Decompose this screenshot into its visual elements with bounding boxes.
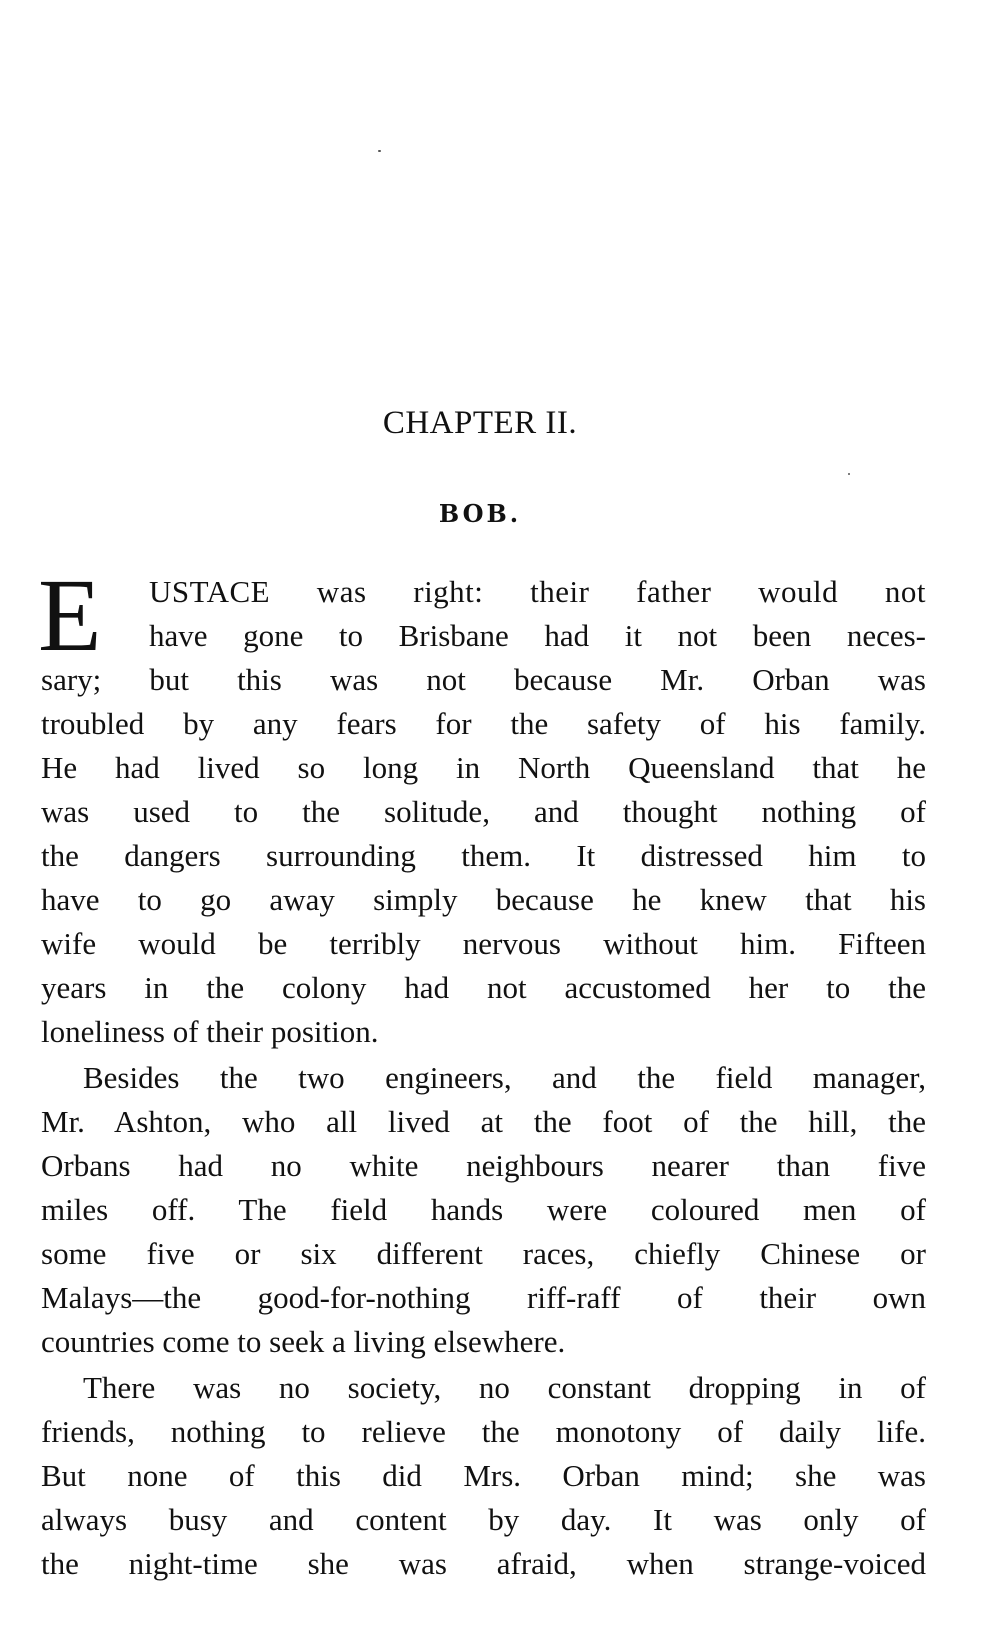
body-text: [41, 570, 926, 1586]
text-line: the dangers surrounding them. It distressed him to: [41, 838, 926, 873]
text-line: was used to the solitude, and thought nothing of: [41, 794, 926, 829]
text-line: Mr. Ashton, who all lived at the foot of the hill, the: [41, 1104, 926, 1139]
text-line: Besides the two engineers, and the field manager,: [83, 1060, 926, 1095]
text-line: some five or six different races, chiefly Chinese or: [41, 1236, 926, 1271]
print-speck: [848, 473, 850, 475]
paragraph: [41, 1366, 926, 1586]
paragraph: [41, 1056, 926, 1364]
text-line: But none of this did Mrs. Orban mind; she was: [41, 1458, 926, 1493]
text-line: the night-time she was afraid, when strange-voiced: [41, 1546, 926, 1581]
text-line: sary; but this was not because Mr. Orban was: [41, 662, 926, 697]
chapter-heading: CHAPTER II.: [382, 405, 578, 441]
text-line: years in the colony had not accustomed her to the: [41, 970, 926, 1005]
paragraph: [41, 570, 926, 1054]
text-line: Malays—the good-for-nothing riff-raff of their own: [41, 1280, 926, 1315]
text-line: USTACE was right: their father would not: [149, 574, 926, 609]
text-line: friends, nothing to relieve the monotony of daily life.: [41, 1414, 926, 1449]
text-line: There was no society, no constant dropping in of: [83, 1370, 926, 1405]
text-line: always busy and content by day. It was only of: [41, 1502, 926, 1537]
print-speck: [378, 150, 381, 152]
text-line: Orbans had no white neighbours nearer than five: [41, 1148, 926, 1183]
text-line: loneliness of their position.: [41, 1014, 379, 1049]
text-line: miles off. The field hands were coloured men of: [41, 1192, 926, 1227]
text-line: have gone to Brisbane had it not been neces-: [149, 618, 926, 653]
drop-cap: E: [38, 558, 102, 673]
text-line: troubled by any fears for the safety of his family.: [41, 706, 926, 741]
chapter-title: BOB.: [438, 499, 522, 528]
text-line: wife would be terribly nervous without him. Fifteen: [41, 926, 926, 961]
text-line: He had lived so long in North Queensland that he: [41, 750, 926, 785]
text-line: countries come to seek a living elsewhere.: [41, 1324, 566, 1359]
text-line: have to go away simply because he knew that his: [41, 882, 926, 917]
